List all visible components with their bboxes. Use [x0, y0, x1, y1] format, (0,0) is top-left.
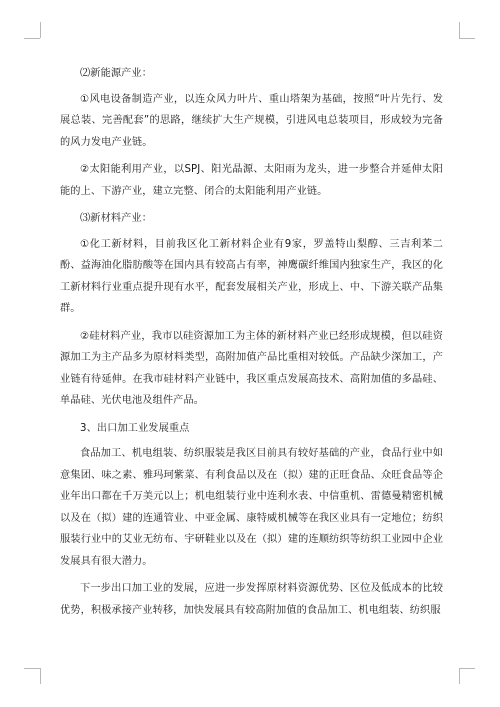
paragraph-solar-power: ②太阳能利用产业，以SPJ、阳光晶源、太阳雨为龙头，进一步整合并延伸太阳能的上、下游产业，建立完整、闭合的太阳能利用产业链。 [60, 164, 443, 197]
crop-mark-bottom-right [459, 668, 460, 684]
document-body [60, 63, 443, 627]
crop-mark-bottom-left [40, 668, 41, 684]
paragraph-export-industries: 食品加工、机电组装、纺织服装是我区目前具有较好基础的产业，食品行业中如意集团、味之素、雅玛珂紫菜、有利食品以及在（拟）建的正旺食品、众旺食品等企业年出口都在千万美元以上；机电组装行业中连利水表、中信重机、雷德曼精密机械以及在（拟）建的连通管业、中亚金属、康特威机械等在我区业具有一定地位；纺织服装行业中的艾业无纺布、宇研鞋业以及在（拟）建的连顺纺织等纺织工业园中企业发展具有很大潜力。 [60, 448, 443, 567]
crop-mark-bottom-right-horizontal [459, 668, 475, 669]
crop-mark-top-left-horizontal [24, 38, 40, 39]
crop-mark-top-right-horizontal [459, 38, 475, 39]
crop-mark-bottom-left-horizontal [24, 668, 40, 669]
paragraph-wind-power: ①风电设备制造产业，以连众风力叶片、重山塔架为基础，按照“叶片先行、发展总装、完善配套”的思路，继续扩大生产规模，引进风电总装项目，形成较为完备的风力发电产业链。 [60, 93, 443, 148]
paragraph-export-next-step: 下一步出口加工业的发展，应进一步发挥原材料资源优势、区位及低成本的比较优势，积极承接产业转移，加快发展具有较高附加值的食品加工、机电组装、纺织服 [60, 583, 443, 616]
section-heading-new-materials: ⑶新材料产业： [80, 213, 153, 224]
crop-mark-top-right [459, 22, 460, 38]
paragraph-silicon-materials: ②硅材料产业，我市以硅资源加工为主体的新材料产业已经形成规模，但以硅资源加工为主产品多为原材料类型，高附加值产品比重相对较低。产品缺少深加工，产业链有待延伸。在我市硅材料产业链中，我区重点发展高技术、高附加值的多晶硅、单晶硅、光伏电池及组件产品。 [60, 330, 443, 406]
paragraph-chemical-materials: ①化工新材料，目前我区化工新材料企业有9家，罗盖特山梨醇、三吉利苯二酚、益海油化脂肪酸等在国内具有较高占有率，神鹰碳纤维国内独家生产，我区的化工新材料行业重点提升现有水平，配套发展相关产业，形成上、中、下游关联产品集群。 [60, 238, 443, 314]
crop-mark-top-left [40, 22, 41, 38]
section-heading-new-energy: ⑵新能源产业： [80, 68, 153, 79]
section-heading-export-processing: 3、出口加工业发展重点 [80, 422, 190, 434]
